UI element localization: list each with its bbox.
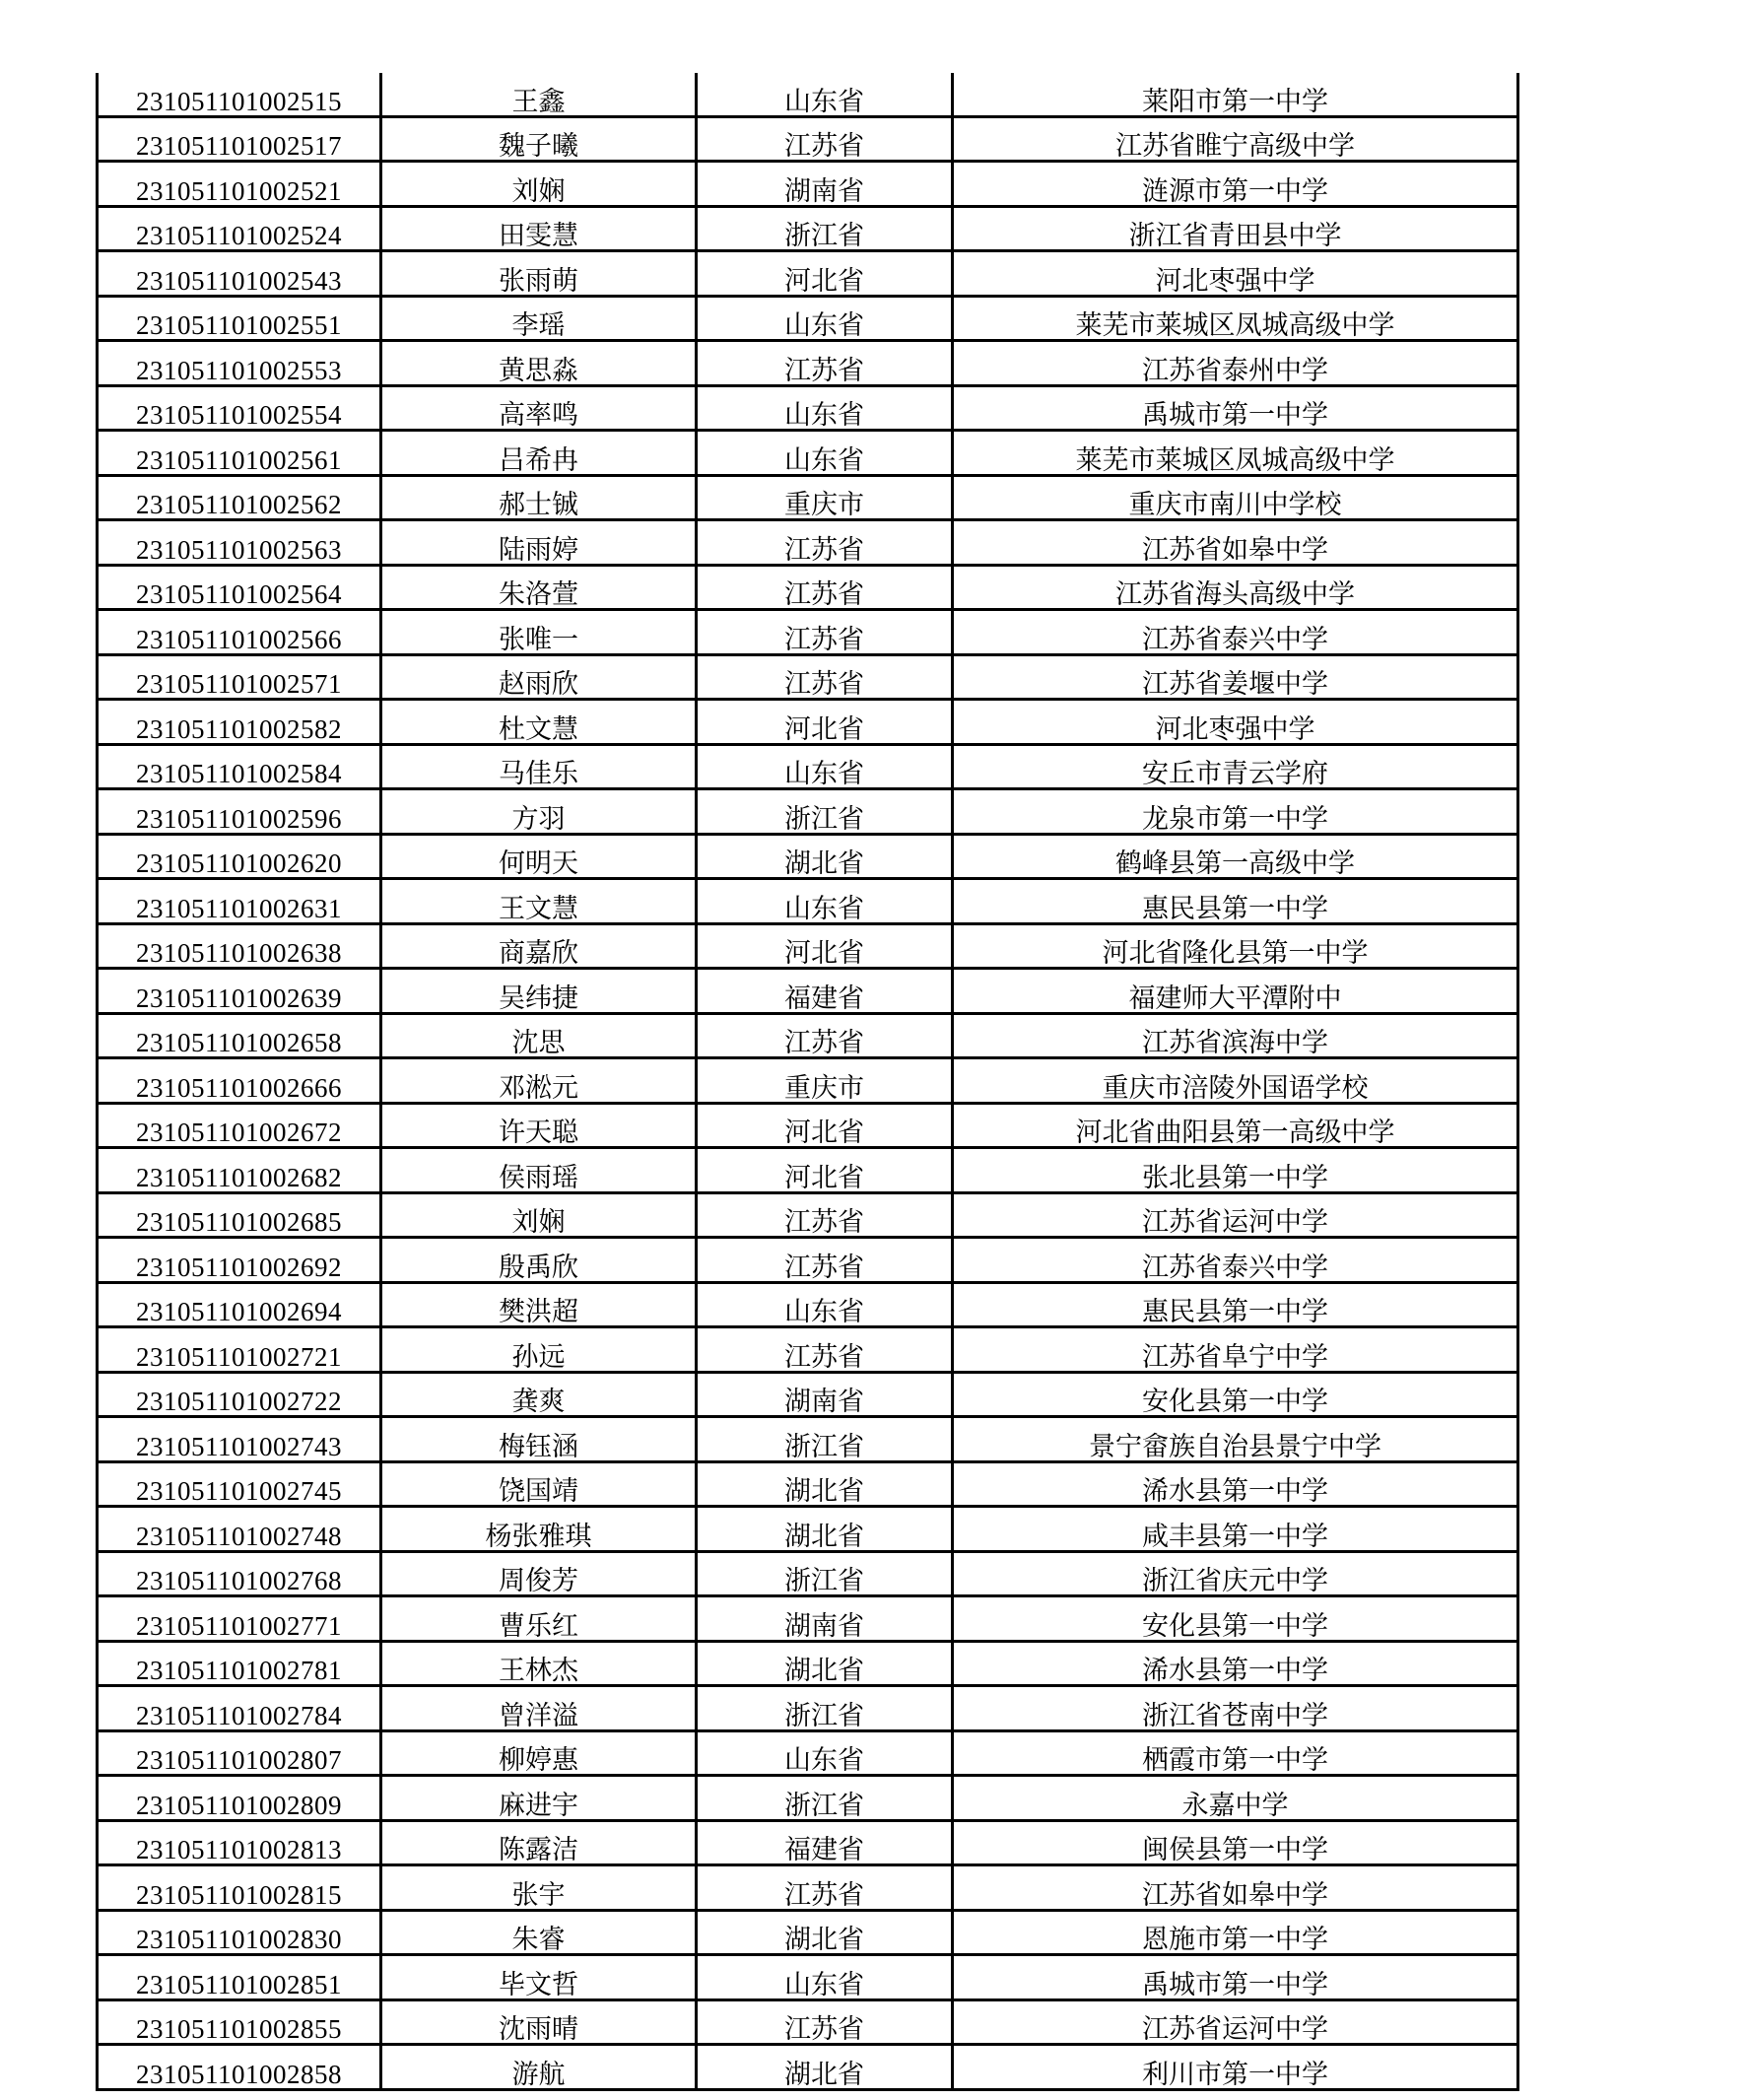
student-name-cell: 黄思淼 bbox=[381, 341, 697, 386]
province-cell: 山东省 bbox=[697, 73, 953, 116]
school-cell: 惠民县第一中学 bbox=[953, 879, 1518, 924]
table-row bbox=[98, 475, 1518, 520]
student-name-cell: 马佳乐 bbox=[381, 744, 697, 789]
exam-number-cell: 231051101002551 bbox=[98, 296, 381, 341]
province-cell: 江苏省 bbox=[697, 341, 953, 386]
school-cell: 莱芜市莱城区凤城高级中学 bbox=[953, 431, 1518, 476]
table-row bbox=[98, 1282, 1518, 1327]
exam-number-cell: 231051101002554 bbox=[98, 385, 381, 431]
exam-number-cell: 231051101002807 bbox=[98, 1730, 381, 1776]
exam-number-cell: 231051101002858 bbox=[98, 2045, 381, 2090]
exam-number-cell: 231051101002543 bbox=[98, 251, 381, 297]
school-cell: 安化县第一中学 bbox=[953, 1596, 1518, 1642]
province-cell: 江苏省 bbox=[697, 1013, 953, 1058]
student-name-cell: 方羽 bbox=[381, 789, 697, 835]
exam-number-cell: 231051101002743 bbox=[98, 1417, 381, 1462]
table-row bbox=[98, 73, 1518, 116]
school-cell: 涟源市第一中学 bbox=[953, 162, 1518, 207]
student-name-cell: 杨张雅琪 bbox=[381, 1507, 697, 1552]
province-cell: 山东省 bbox=[697, 744, 953, 789]
table-row bbox=[98, 700, 1518, 745]
student-name-cell: 沈思 bbox=[381, 1013, 697, 1058]
school-cell: 江苏省阜宁中学 bbox=[953, 1327, 1518, 1373]
table-row bbox=[98, 520, 1518, 566]
school-cell: 安丘市青云学府 bbox=[953, 744, 1518, 789]
province-cell: 湖北省 bbox=[697, 1910, 953, 1955]
exam-number-cell: 231051101002855 bbox=[98, 1999, 381, 2045]
student-name-cell: 张唯一 bbox=[381, 610, 697, 655]
exam-number-cell: 231051101002631 bbox=[98, 879, 381, 924]
table-row bbox=[98, 1461, 1518, 1507]
province-cell: 河北省 bbox=[697, 1148, 953, 1193]
school-cell: 重庆市南川中学校 bbox=[953, 475, 1518, 520]
school-cell: 安化县第一中学 bbox=[953, 1372, 1518, 1417]
exam-number-cell: 231051101002620 bbox=[98, 834, 381, 879]
student-name-cell: 朱洛萱 bbox=[381, 565, 697, 610]
province-cell: 湖南省 bbox=[697, 1596, 953, 1642]
school-cell: 惠民县第一中学 bbox=[953, 1282, 1518, 1327]
student-name-cell: 王文慧 bbox=[381, 879, 697, 924]
student-name-cell: 陆雨婷 bbox=[381, 520, 697, 566]
student-name-cell: 陈露洁 bbox=[381, 1820, 697, 1865]
student-name-cell: 赵雨欣 bbox=[381, 654, 697, 700]
exam-number-cell: 231051101002781 bbox=[98, 1641, 381, 1686]
school-cell: 江苏省如皋中学 bbox=[953, 1865, 1518, 1911]
student-name-cell: 龚爽 bbox=[381, 1372, 697, 1417]
exam-number-cell: 231051101002694 bbox=[98, 1282, 381, 1327]
school-cell: 浙江省青田县中学 bbox=[953, 206, 1518, 251]
student-list-body bbox=[98, 73, 1518, 2089]
exam-number-cell: 231051101002521 bbox=[98, 162, 381, 207]
exam-number-cell: 231051101002582 bbox=[98, 700, 381, 745]
table-row bbox=[98, 1103, 1518, 1148]
student-name-cell: 王林杰 bbox=[381, 1641, 697, 1686]
province-cell: 江苏省 bbox=[697, 610, 953, 655]
student-name-cell: 刘娴 bbox=[381, 1192, 697, 1238]
student-name-cell: 杜文慧 bbox=[381, 700, 697, 745]
exam-number-cell: 231051101002692 bbox=[98, 1238, 381, 1283]
table-row bbox=[98, 1955, 1518, 2000]
school-cell: 禹城市第一中学 bbox=[953, 1955, 1518, 2000]
school-cell: 浙江省苍南中学 bbox=[953, 1686, 1518, 1731]
table-row bbox=[98, 1551, 1518, 1596]
province-cell: 湖北省 bbox=[697, 1641, 953, 1686]
school-cell: 江苏省如皋中学 bbox=[953, 520, 1518, 566]
province-cell: 湖北省 bbox=[697, 834, 953, 879]
table-row bbox=[98, 341, 1518, 386]
table-row bbox=[98, 1372, 1518, 1417]
table-row bbox=[98, 1999, 1518, 2045]
school-cell: 河北枣强中学 bbox=[953, 251, 1518, 297]
table-row bbox=[98, 1417, 1518, 1462]
school-cell: 利川市第一中学 bbox=[953, 2045, 1518, 2090]
province-cell: 浙江省 bbox=[697, 206, 953, 251]
province-cell: 江苏省 bbox=[697, 1327, 953, 1373]
school-cell: 张北县第一中学 bbox=[953, 1148, 1518, 1193]
table-row bbox=[98, 834, 1518, 879]
results-page bbox=[96, 73, 1516, 2089]
table-row bbox=[98, 969, 1518, 1014]
province-cell: 山东省 bbox=[697, 385, 953, 431]
student-name-cell: 刘娴 bbox=[381, 162, 697, 207]
province-cell: 湖北省 bbox=[697, 2045, 953, 2090]
exam-number-cell: 231051101002571 bbox=[98, 654, 381, 700]
table-row bbox=[98, 744, 1518, 789]
exam-number-cell: 231051101002562 bbox=[98, 475, 381, 520]
school-cell: 莱阳市第一中学 bbox=[953, 73, 1518, 116]
school-cell: 浠水县第一中学 bbox=[953, 1641, 1518, 1686]
table-row bbox=[98, 565, 1518, 610]
exam-number-cell: 231051101002638 bbox=[98, 923, 381, 969]
table-row bbox=[98, 879, 1518, 924]
school-cell: 莱芜市莱城区凤城高级中学 bbox=[953, 296, 1518, 341]
table-row bbox=[98, 1327, 1518, 1373]
student-name-cell: 游航 bbox=[381, 2045, 697, 2090]
exam-number-cell: 231051101002830 bbox=[98, 1910, 381, 1955]
exam-number-cell: 231051101002666 bbox=[98, 1058, 381, 1104]
exam-number-cell: 231051101002639 bbox=[98, 969, 381, 1014]
table-row bbox=[98, 1776, 1518, 1821]
school-cell: 河北枣强中学 bbox=[953, 700, 1518, 745]
province-cell: 湖南省 bbox=[697, 1372, 953, 1417]
province-cell: 浙江省 bbox=[697, 1776, 953, 1821]
province-cell: 福建省 bbox=[697, 1820, 953, 1865]
exam-number-cell: 231051101002515 bbox=[98, 73, 381, 116]
school-cell: 江苏省泰州中学 bbox=[953, 341, 1518, 386]
school-cell: 江苏省姜堰中学 bbox=[953, 654, 1518, 700]
student-name-cell: 饶国靖 bbox=[381, 1461, 697, 1507]
student-name-cell: 何明天 bbox=[381, 834, 697, 879]
province-cell: 浙江省 bbox=[697, 1417, 953, 1462]
table-row bbox=[98, 1507, 1518, 1552]
table-row bbox=[98, 1910, 1518, 1955]
table-row bbox=[98, 385, 1518, 431]
student-name-cell: 朱睿 bbox=[381, 1910, 697, 1955]
table-row bbox=[98, 1865, 1518, 1911]
table-row bbox=[98, 251, 1518, 297]
student-name-cell: 曹乐红 bbox=[381, 1596, 697, 1642]
table-row bbox=[98, 116, 1518, 162]
province-cell: 浙江省 bbox=[697, 1551, 953, 1596]
school-cell: 江苏省泰兴中学 bbox=[953, 1238, 1518, 1283]
exam-number-cell: 231051101002584 bbox=[98, 744, 381, 789]
student-name-cell: 殷禹欣 bbox=[381, 1238, 697, 1283]
table-row bbox=[98, 162, 1518, 207]
school-cell: 鹤峰县第一高级中学 bbox=[953, 834, 1518, 879]
student-name-cell: 邓淞元 bbox=[381, 1058, 697, 1104]
province-cell: 重庆市 bbox=[697, 1058, 953, 1104]
student-name-cell: 曾洋溢 bbox=[381, 1686, 697, 1731]
school-cell: 重庆市涪陵外国语学校 bbox=[953, 1058, 1518, 1104]
school-cell: 栖霞市第一中学 bbox=[953, 1730, 1518, 1776]
student-name-cell: 周俊芳 bbox=[381, 1551, 697, 1596]
province-cell: 山东省 bbox=[697, 1730, 953, 1776]
student-name-cell: 许天聪 bbox=[381, 1103, 697, 1148]
province-cell: 山东省 bbox=[697, 1955, 953, 2000]
school-cell: 景宁畲族自治县景宁中学 bbox=[953, 1417, 1518, 1462]
student-name-cell: 樊洪超 bbox=[381, 1282, 697, 1327]
school-cell: 江苏省泰兴中学 bbox=[953, 610, 1518, 655]
province-cell: 江苏省 bbox=[697, 654, 953, 700]
school-cell: 福建师大平潭附中 bbox=[953, 969, 1518, 1014]
table-row bbox=[98, 1238, 1518, 1283]
school-cell: 江苏省运河中学 bbox=[953, 1192, 1518, 1238]
student-name-cell: 张雨萌 bbox=[381, 251, 697, 297]
province-cell: 山东省 bbox=[697, 296, 953, 341]
province-cell: 湖南省 bbox=[697, 162, 953, 207]
student-name-cell: 吴纬捷 bbox=[381, 969, 697, 1014]
table-row bbox=[98, 206, 1518, 251]
exam-number-cell: 231051101002685 bbox=[98, 1192, 381, 1238]
exam-number-cell: 231051101002672 bbox=[98, 1103, 381, 1148]
student-name-cell: 侯雨瑶 bbox=[381, 1148, 697, 1193]
exam-number-cell: 231051101002561 bbox=[98, 431, 381, 476]
exam-number-cell: 231051101002851 bbox=[98, 1955, 381, 2000]
school-cell: 江苏省滨海中学 bbox=[953, 1013, 1518, 1058]
exam-number-cell: 231051101002745 bbox=[98, 1461, 381, 1507]
exam-number-cell: 231051101002658 bbox=[98, 1013, 381, 1058]
school-cell: 龙泉市第一中学 bbox=[953, 789, 1518, 835]
student-name-cell: 柳婷惠 bbox=[381, 1730, 697, 1776]
school-cell: 江苏省运河中学 bbox=[953, 1999, 1518, 2045]
school-cell: 闽侯县第一中学 bbox=[953, 1820, 1518, 1865]
exam-number-cell: 231051101002721 bbox=[98, 1327, 381, 1373]
exam-number-cell: 231051101002566 bbox=[98, 610, 381, 655]
school-cell: 江苏省海头高级中学 bbox=[953, 565, 1518, 610]
student-list-table bbox=[96, 73, 1519, 2091]
student-name-cell: 商嘉欣 bbox=[381, 923, 697, 969]
province-cell: 江苏省 bbox=[697, 1865, 953, 1911]
exam-number-cell: 231051101002563 bbox=[98, 520, 381, 566]
table-row bbox=[98, 296, 1518, 341]
school-cell: 浠水县第一中学 bbox=[953, 1461, 1518, 1507]
province-cell: 湖北省 bbox=[697, 1461, 953, 1507]
province-cell: 湖北省 bbox=[697, 1507, 953, 1552]
school-cell: 浙江省庆元中学 bbox=[953, 1551, 1518, 1596]
school-cell: 永嘉中学 bbox=[953, 1776, 1518, 1821]
province-cell: 河北省 bbox=[697, 923, 953, 969]
school-cell: 咸丰县第一中学 bbox=[953, 1507, 1518, 1552]
table-row bbox=[98, 1686, 1518, 1731]
table-row bbox=[98, 1192, 1518, 1238]
exam-number-cell: 231051101002553 bbox=[98, 341, 381, 386]
school-cell: 恩施市第一中学 bbox=[953, 1910, 1518, 1955]
student-name-cell: 李瑶 bbox=[381, 296, 697, 341]
province-cell: 山东省 bbox=[697, 431, 953, 476]
province-cell: 重庆市 bbox=[697, 475, 953, 520]
table-row bbox=[98, 610, 1518, 655]
school-cell: 江苏省睢宁高级中学 bbox=[953, 116, 1518, 162]
province-cell: 山东省 bbox=[697, 1282, 953, 1327]
student-name-cell: 吕希冉 bbox=[381, 431, 697, 476]
province-cell: 河北省 bbox=[697, 251, 953, 297]
exam-number-cell: 231051101002564 bbox=[98, 565, 381, 610]
student-name-cell: 田雯慧 bbox=[381, 206, 697, 251]
table-row bbox=[98, 2045, 1518, 2090]
province-cell: 福建省 bbox=[697, 969, 953, 1014]
exam-number-cell: 231051101002748 bbox=[98, 1507, 381, 1552]
table-row bbox=[98, 789, 1518, 835]
exam-number-cell: 231051101002722 bbox=[98, 1372, 381, 1417]
table-row bbox=[98, 1820, 1518, 1865]
province-cell: 浙江省 bbox=[697, 789, 953, 835]
province-cell: 江苏省 bbox=[697, 1238, 953, 1283]
school-cell: 禹城市第一中学 bbox=[953, 385, 1518, 431]
student-name-cell: 高率鸣 bbox=[381, 385, 697, 431]
province-cell: 浙江省 bbox=[697, 1686, 953, 1731]
exam-number-cell: 231051101002813 bbox=[98, 1820, 381, 1865]
province-cell: 江苏省 bbox=[697, 1192, 953, 1238]
table-row bbox=[98, 431, 1518, 476]
student-name-cell: 郝士铖 bbox=[381, 475, 697, 520]
student-name-cell: 孙远 bbox=[381, 1327, 697, 1373]
table-row bbox=[98, 654, 1518, 700]
table-row bbox=[98, 1641, 1518, 1686]
province-cell: 河北省 bbox=[697, 1103, 953, 1148]
exam-number-cell: 231051101002784 bbox=[98, 1686, 381, 1731]
province-cell: 江苏省 bbox=[697, 565, 953, 610]
table-row bbox=[98, 1148, 1518, 1193]
province-cell: 河北省 bbox=[697, 700, 953, 745]
student-name-cell: 魏子曦 bbox=[381, 116, 697, 162]
student-name-cell: 沈雨晴 bbox=[381, 1999, 697, 2045]
student-name-cell: 梅钰涵 bbox=[381, 1417, 697, 1462]
table-row bbox=[98, 1596, 1518, 1642]
exam-number-cell: 231051101002815 bbox=[98, 1865, 381, 1911]
exam-number-cell: 231051101002768 bbox=[98, 1551, 381, 1596]
province-cell: 江苏省 bbox=[697, 1999, 953, 2045]
exam-number-cell: 231051101002809 bbox=[98, 1776, 381, 1821]
exam-number-cell: 231051101002517 bbox=[98, 116, 381, 162]
table-row bbox=[98, 1058, 1518, 1104]
province-cell: 江苏省 bbox=[697, 520, 953, 566]
exam-number-cell: 231051101002682 bbox=[98, 1148, 381, 1193]
table-row bbox=[98, 923, 1518, 969]
province-cell: 山东省 bbox=[697, 879, 953, 924]
student-name-cell: 王鑫 bbox=[381, 73, 697, 116]
exam-number-cell: 231051101002596 bbox=[98, 789, 381, 835]
exam-number-cell: 231051101002524 bbox=[98, 206, 381, 251]
school-cell: 河北省曲阳县第一高级中学 bbox=[953, 1103, 1518, 1148]
school-cell: 河北省隆化县第一中学 bbox=[953, 923, 1518, 969]
table-row bbox=[98, 1013, 1518, 1058]
exam-number-cell: 231051101002771 bbox=[98, 1596, 381, 1642]
table-row bbox=[98, 1730, 1518, 1776]
province-cell: 江苏省 bbox=[697, 116, 953, 162]
student-name-cell: 毕文哲 bbox=[381, 1955, 697, 2000]
student-name-cell: 麻进宇 bbox=[381, 1776, 697, 1821]
student-name-cell: 张宇 bbox=[381, 1865, 697, 1911]
